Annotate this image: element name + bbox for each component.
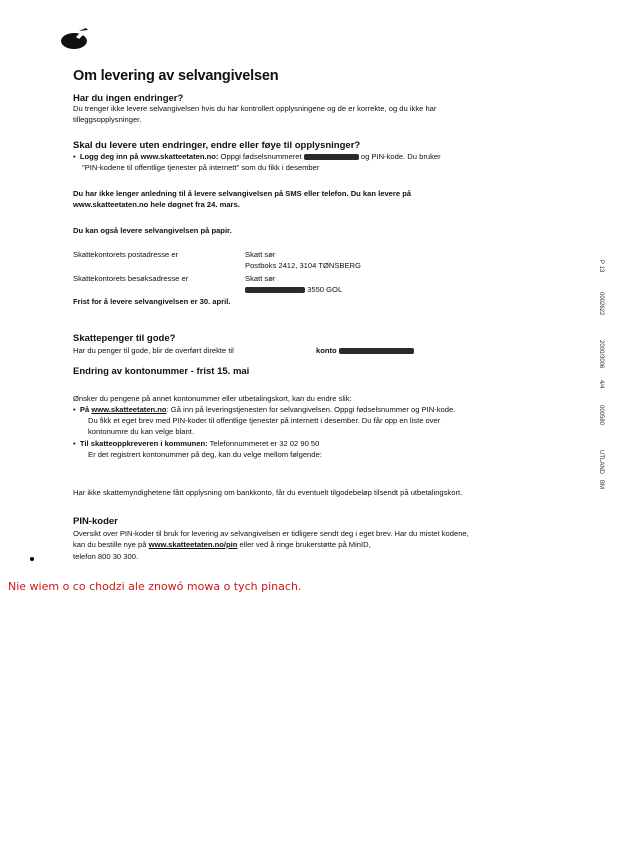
heading-account-change: Endring av kontonummer - frist 15. mai [73,366,250,377]
b2-text: Telefonnummeret er 32 02 90 50 [209,439,320,448]
sms-line1: Du har ikke lenger anledning til å levere selvangivelsen på SMS eller telefon. Du kan levere på [73,189,412,198]
b1-line3: kontonumre du kan velge blant. [88,427,194,436]
b1-line2: Du fikk et eget brev med PIN-koder til offentlige tjenester på internett i desember. Du får opp en liste over [88,416,441,425]
skatteetaten-link[interactable]: www.skatteetaten.no [91,405,167,414]
redacted-id [304,154,359,160]
pin-line2-b: eller ved å ringe brukerstøtte på MinID, [239,540,371,549]
heading-refund: Skattepenger til gode? [73,333,176,344]
konto-label: konto [316,346,337,355]
deliver-bullet-line2: "PIN-kodene til offentlige tjenester på internett" som du fikk i desember [82,163,320,172]
heading-deliver: Skal du levere uten endringer, endre eller føye til opplysninger? [73,140,361,151]
refund-konto [316,346,414,357]
pin-line2 [73,540,371,551]
no-changes-line2: tilleggsopplysninger. [73,115,142,124]
bullet-icon: • [73,405,80,414]
heading-pin: PIN-koder [73,516,118,527]
margin-code-2: 0002622 [598,292,604,316]
refund-line: Har du penger til gode, blir de overført direkte til [73,346,234,355]
deliver-login-link[interactable]: Logg deg inn på www.skatteetaten.no: [79,152,219,161]
account-note: Har ikke skattemyndighetene fått opplysning om bankkonto, får du eventuelt tilgodebeløp tilsendt på utbetalingskort. [73,488,463,497]
deadline: Frist for å levere selvangivelsen er 30. april. [73,297,231,306]
deliver-bullet [73,152,441,163]
paper-line: Du kan også levere selvangivelsen på papir. [73,226,232,235]
margin-code-6: UTLAND [598,450,604,475]
annotation-text: Nie wiem o co chodzi ale znowó mowa o tych pinach. [8,580,302,593]
page-title: Om levering av selvangivelsen [73,68,279,84]
pin-link[interactable]: www.skatteetaten.no/pin [148,540,238,549]
account-bullet2 [73,439,319,450]
bullet-icon: • [73,152,80,161]
margin-code-4: 4/4 [598,380,604,389]
margin-code-3: 2000/3006 [598,340,604,369]
margin-dot [30,557,34,561]
account-intro: Ønsker du pengene på annet kontonummer eller utbetalingskort, kan du endre slik: [73,394,352,403]
visit-value1: Skatt sør [245,274,276,283]
deliver-bullet-text: Oppgi fødselsnummeret [220,152,302,161]
margin-code-5: 000580 [598,405,604,426]
postal-value2: Postboks 2412, 3104 TØNSBERG [245,261,361,270]
visit-value2: 3550 GOL [307,285,343,294]
redacted-account [339,348,414,354]
heading-no-changes: Har du ingen endringer? [73,93,184,104]
b2-line2: Er det registrert kontonummer på deg, kan du velge mellom følgende: [88,450,322,459]
logo-icon [60,28,90,50]
visit-label: Skattekontorets besøksadresse er [73,274,189,283]
postal-value1: Skatt sør [245,250,276,259]
bullet-icon: • [73,439,80,448]
margin-code-1: P 13 [598,260,604,273]
account-bullet1 [73,405,455,416]
pin-line3: telefon 800 30 300. [73,552,139,561]
postal-label: Skattekontorets postadresse er [73,250,179,259]
pin-line2-a: kan du bestille nye på [73,540,147,549]
b1-text: : Gå inn på leveringstjenesten for selvangivelsen. Oppgi fødselsnummer og PIN-kode. [166,405,456,414]
margin-code-7: BM [598,480,604,489]
b2-bold: Til skatteoppkreveren i kommunen: [79,439,208,448]
sms-line2: www.skatteetaten.no hele døgnet fra 24. mars. [73,200,240,209]
b1-prefix: På [79,405,90,414]
visit-value2-row [245,285,342,296]
redacted-address [245,287,305,293]
pin-line1: Oversikt over PIN-koder til bruk for levering av selvangivelsen er tidligere sendt deg i eget brev. Har du mistet kodene, [73,529,469,538]
deliver-bullet-after: og PIN-kode. Du bruker [360,152,441,161]
no-changes-line1: Du trenger ikke levere selvangivelsen hvis du har kontrollert opplysningene og de er korrekte, og du ikke har [73,104,437,113]
